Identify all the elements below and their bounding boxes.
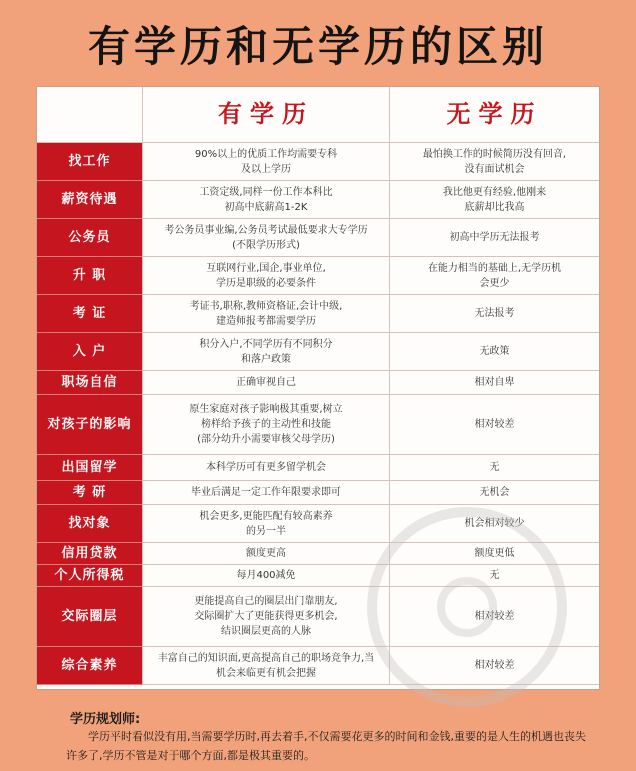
row-label: 考 研 — [37, 481, 143, 505]
without-degree-cell: 初高中学历无法报考 — [390, 219, 599, 257]
without-degree-cell: 最怕换工作的时候简历没有回音, 没有面试机会 — [390, 143, 599, 181]
row-label: 对孩子的影响 — [37, 395, 143, 455]
with-degree-cell: 每月400减免 — [143, 565, 390, 587]
with-degree-cell: 互联网行业,国企,事业单位, 学历是职级的必要条件 — [143, 257, 390, 295]
without-degree-cell: 无 — [390, 565, 599, 587]
without-degree-cell: 无机会 — [390, 481, 599, 505]
row-label: 出国留学 — [37, 455, 143, 481]
without-degree-cell: 机会相对较少 — [390, 505, 599, 543]
without-degree-cell: 额度更低 — [390, 543, 599, 565]
row-label: 公务员 — [37, 219, 143, 257]
with-degree-cell: 毕业后满足一定工作年限要求即可 — [143, 481, 390, 505]
with-degree-cell: 积分入户,不同学历有不同积分 和落户政策 — [143, 333, 390, 371]
without-degree-cell: 在能力相当的基础上,无学历机 会更少 — [390, 257, 599, 295]
row-label: 找对象 — [37, 505, 143, 543]
with-degree-cell: 本科学历可有更多留学机会 — [143, 455, 390, 481]
footer-heading: 学历规划师: — [70, 712, 141, 727]
comparison-grid — [37, 87, 599, 689]
with-degree-cell: 更能提高自己的圈层出门靠朋友, 交际圈扩大了更能获得更多机会, 结识圈层更高的人脉 — [143, 587, 390, 647]
row-label: 个人所得税 — [37, 565, 143, 587]
with-degree-cell: 机会更多,更能匹配有较高素养 的另一半 — [143, 505, 390, 543]
row-label: 薪资待遇 — [37, 181, 143, 219]
without-degree-cell: 相对较差 — [390, 587, 599, 647]
header-with-degree: 有学历 — [143, 87, 390, 143]
without-degree-cell: 无 — [390, 455, 599, 481]
row-label: 考 证 — [37, 295, 143, 333]
page-title: 有学历和无学历的区别 — [87, 22, 548, 71]
with-degree-cell: 额度更高 — [143, 543, 390, 565]
with-degree-cell: 考证书,职称,教师资格证,会计中级, 建造师报考都需要学历 — [143, 295, 390, 333]
without-degree-cell: 无政策 — [390, 333, 599, 371]
header-corner — [37, 87, 143, 143]
without-degree-cell: 我比他更有经验,他刚来 底薪却比我高 — [390, 181, 599, 219]
without-degree-cell: 相对自卑 — [390, 371, 599, 395]
row-label: 入 户 — [37, 333, 143, 371]
without-degree-cell: 相对较差 — [390, 395, 599, 455]
with-degree-cell: 工资定级,同样一份工作本科比 初高中底薪高1-2K — [143, 181, 390, 219]
footer-text: 学历平时看似没有用,当需要学历时,再去着手,不仅需要花更多的时间和金钱,重要的是人生的机遇也丧失许多了,学历不管是对于哪个方面,都是极其重要的。 — [66, 730, 586, 762]
header-without-degree: 无学历 — [390, 87, 599, 143]
without-degree-cell: 无法报考 — [390, 295, 599, 333]
row-label: 交际圈层 — [37, 587, 143, 647]
without-degree-cell: 相对较差 — [390, 647, 599, 685]
comparison-table — [36, 86, 600, 690]
with-degree-cell: 正确审视自己 — [143, 371, 390, 395]
with-degree-cell: 90%以上的优质工作均需要专科 及以上学历 — [143, 143, 390, 181]
row-label: 找工作 — [37, 143, 143, 181]
row-label: 职场自信 — [37, 371, 143, 395]
row-label: 综合素养 — [37, 647, 143, 685]
with-degree-cell: 丰富自己的知识面,更高提高自己的职场竞争力,当 机会来临更有机会把握 — [143, 647, 390, 685]
with-degree-cell: 原生家庭对孩子影响极其重要,树立 榜样给予孩子的主动性和技能 (部分幼升小需要审核父母学历) — [143, 395, 390, 455]
row-label: 升 职 — [37, 257, 143, 295]
row-label: 信用贷款 — [37, 543, 143, 565]
with-degree-cell: 考公务员事业编,公务员考试最低要求大专学历 (不限学历形式) — [143, 219, 390, 257]
